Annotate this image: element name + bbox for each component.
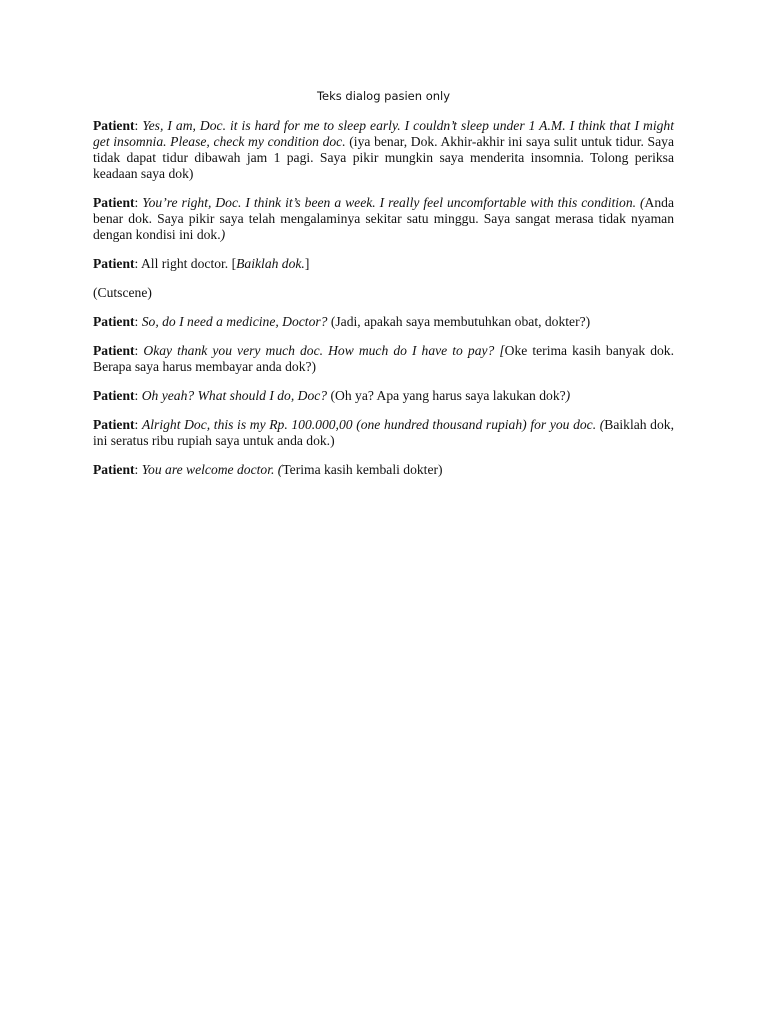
indonesian-translation: Oke terima kasih banyak dok. Berapa saya harus membayar anda dok?) — [93, 343, 675, 374]
dialog-paragraph-2 — [93, 195, 674, 243]
speaker-label: Patient — [93, 462, 135, 477]
dialog-paragraph-3 — [93, 256, 674, 272]
indonesian-translation: Baiklah dok. — [236, 256, 305, 271]
dialog-paragraph-8 — [93, 417, 674, 449]
speaker-label: Patient — [93, 417, 135, 432]
indonesian-translation: Terima kasih kembali dokter) — [282, 462, 443, 477]
dialog-paragraph-5 — [93, 314, 674, 330]
dialog-paragraph-6 — [93, 343, 674, 375]
dialog-paragraph-7 — [93, 388, 674, 404]
speaker-separator: : — [134, 195, 143, 210]
indonesian-translation: Baiklah dok, ini seratus ribu rupiah saya untuk anda dok.) — [93, 417, 674, 448]
english-line: Alright Doc, this is my Rp. 100.000,00 (one hundred thousand rupiah) for you doc. ( — [141, 417, 605, 432]
dialog-body — [93, 118, 674, 491]
document-title: Teks dialog pasien only — [316, 89, 451, 103]
cutscene-note: (Cutscene) — [93, 285, 152, 300]
speaker-separator: : — [134, 388, 142, 403]
indonesian-translation: (iya benar, Dok. Akhir-akhir ini saya sulit untuk tidur. Saya tidak dapat tidur dibawah jam 1 pagi. Saya pikir mungkin saya menderita insomnia. Tolong periksa keadaan saya dok) — [93, 134, 674, 181]
speaker-separator: : — [134, 118, 143, 133]
speaker-label: Patient — [93, 314, 135, 329]
english-line: You are welcome doctor. ( — [141, 462, 283, 477]
speaker-label: Patient — [93, 195, 135, 210]
english-line: All right doctor. [ — [140, 256, 237, 271]
speaker-separator: : — [134, 256, 141, 271]
dialog-paragraph-9 — [93, 462, 674, 478]
english-line: Oh yeah? What should I do, Doc? — [141, 388, 328, 403]
closing-bracket: ) — [565, 388, 571, 403]
closing-bracket: ] — [304, 256, 310, 271]
speaker-label: Patient — [93, 388, 135, 403]
document-page — [93, 0, 674, 1024]
closing-bracket: ) — [220, 227, 226, 242]
indonesian-translation: (Oh ya? Apa yang harus saya lakukan dok? — [327, 388, 566, 403]
speaker-separator: : — [134, 343, 144, 358]
speaker-separator: : — [134, 417, 142, 432]
speaker-label: Patient — [93, 118, 135, 133]
speaker-separator: : — [134, 462, 142, 477]
indonesian-translation: (Jadi, apakah saya membutuhkan obat, dokter?) — [327, 314, 591, 329]
english-line: Okay thank you very much doc. How much do I have to pay? [ — [143, 343, 505, 358]
dialog-paragraph-1 — [93, 118, 674, 182]
speaker-separator: : — [134, 314, 142, 329]
speaker-label: Patient — [93, 343, 135, 358]
english-line: You’re right, Doc. I think it’s been a week. I really feel uncomfortable with this condition. ( — [142, 195, 645, 210]
indonesian-translation: Anda benar dok. Saya pikir saya telah mengalaminya sekitar satu minggu. Saya sangat merasa tidak nyaman dengan kondisi ini dok. — [93, 195, 674, 242]
speaker-label: Patient — [93, 256, 135, 271]
english-line: So, do I need a medicine, Doctor? — [141, 314, 328, 329]
english-line: Yes, I am, Doc. it is hard for me to sleep early. I couldn’t sleep under 1 A.M. I think that I might get insomnia. Please, check my condition doc. — [93, 118, 674, 149]
